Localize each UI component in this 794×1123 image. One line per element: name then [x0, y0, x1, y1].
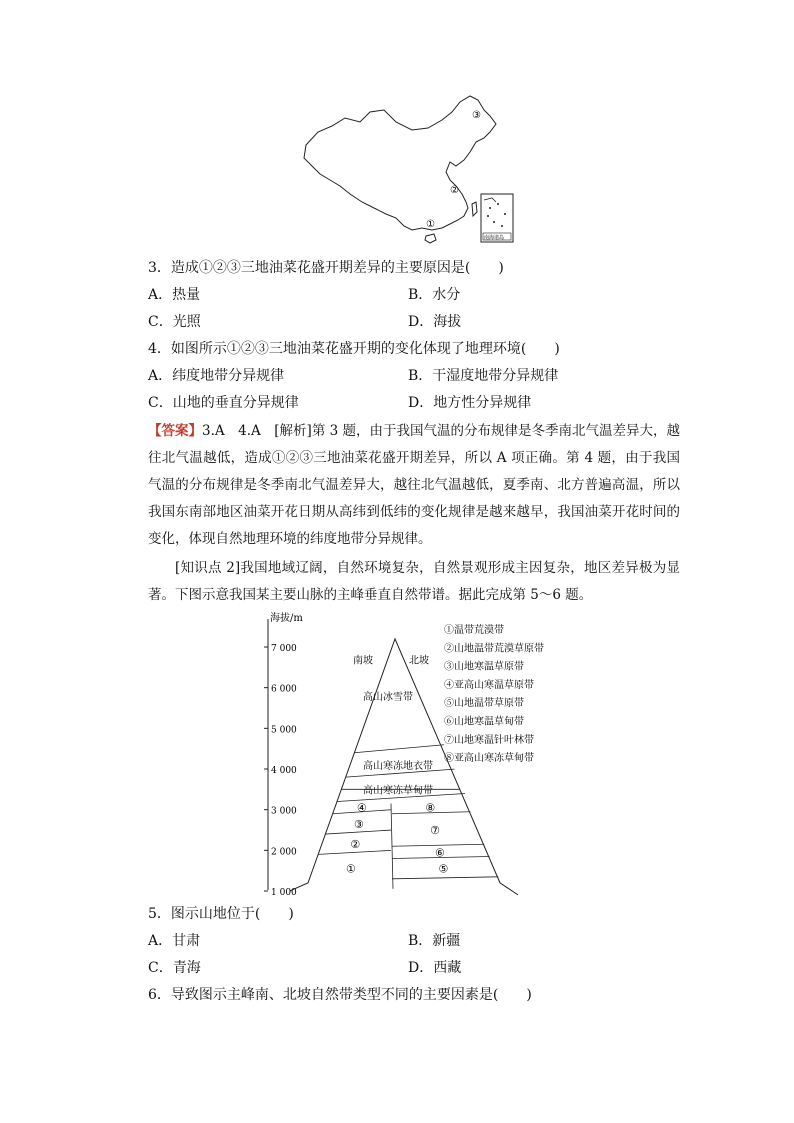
map-marker-1: ①: [426, 219, 435, 230]
legend-item: ④亚高山寒温草原带: [444, 679, 534, 691]
answer-paragraph: [148, 418, 680, 553]
answer-label: 【答案】: [148, 423, 203, 439]
south-china-sea-inset: [481, 194, 513, 242]
north-zone-label: ⑧: [425, 801, 436, 815]
q3-option-a: [148, 285, 200, 305]
option-letter: C．: [148, 960, 173, 976]
question-5-stem: 5．图示山地位于( ): [148, 906, 294, 922]
option-text: 山地的垂直分异规律: [172, 395, 299, 411]
south-zone-label: ①: [346, 862, 356, 876]
q4-option-a: [148, 366, 284, 386]
hainan-island: [425, 234, 436, 243]
north-slope-label: 北坡: [409, 655, 429, 667]
legend-item: ①温带荒漠带: [444, 625, 504, 636]
south-zone-label: 高山寒冻草甸带: [363, 785, 433, 797]
y-tick-label: 5 000: [271, 725, 297, 736]
legend-item: ⑦山地寒温针叶林带: [444, 734, 534, 746]
y-tick-label: 3 000: [271, 806, 297, 817]
south-zone-label: 高山冰雪带: [363, 691, 413, 703]
map-marker-2: ②: [450, 185, 459, 196]
china-outline: [304, 96, 496, 230]
legend-item: ②山地温带荒漠草原带: [444, 643, 544, 655]
option-text: 光照: [172, 314, 201, 330]
south-zone-label: ②: [350, 838, 361, 852]
china-map-figure: [300, 90, 520, 250]
y-tick-label: 4 000: [271, 766, 297, 776]
y-axis-label: 海拔/m: [270, 613, 303, 624]
option-text: 海拔: [433, 314, 462, 330]
option-letter: B．: [408, 368, 433, 384]
legend-item: ⑧亚高山寒冻草甸带: [444, 753, 534, 765]
vertical-zone-diagram: [250, 605, 570, 900]
q5-option-b: [408, 931, 460, 951]
option-letter: A．: [148, 287, 173, 303]
answer-text: 3.A 4.A [解析]第 3 题，由于我国气温的分布规律是冬季南北气温差异大，越往北气温越低，造成①②③三地油菜花盛开期差异，所以 A 项正确。第 4 题，由于我国气温的分布规律是冬季南北气温差异大，越往北气温越低，夏季南、北方普遍高温，所以我国东南部地区油菜开花日期从高纬到低纬的变化规律是越来越早，我国油菜开花时间的变化，体现自然地理环境的纬度地带分异规律。: [148, 423, 681, 547]
q4-option-d: [408, 393, 531, 413]
option-text: 水分: [432, 287, 461, 303]
y-tick-label: 7 000: [271, 644, 297, 654]
south-slope-label: 南坡: [353, 655, 373, 667]
option-text: 地方性分异规律: [433, 395, 532, 411]
option-letter: A．: [148, 933, 173, 949]
option-letter: A．: [148, 368, 173, 384]
option-letter: D．: [408, 960, 434, 976]
south-zone-label: ③: [354, 817, 364, 831]
option-text: 纬度地带分异规律: [172, 368, 285, 384]
north-zone-label: ⑦: [430, 824, 440, 837]
option-text: 西藏: [433, 960, 462, 976]
q5-option-a: [148, 931, 200, 951]
south-zone-label: 高山寒冻地衣带: [363, 760, 433, 772]
y-tick-label: 2 000: [271, 847, 297, 858]
option-text: 热量: [172, 287, 201, 303]
option-text: 青海: [172, 960, 201, 976]
taiwan-island: [472, 202, 477, 216]
legend-item: ⑥山地寒温草甸带: [444, 716, 524, 728]
option-letter: B．: [408, 287, 433, 303]
question-4-stem: 4．如图所示①②③三地油菜花盛开期的变化体现了地理环境( ): [148, 341, 560, 357]
north-zone-label: ⑤: [438, 862, 449, 876]
map-marker-3: ③: [472, 110, 481, 121]
q3-option-d: [408, 312, 461, 332]
y-tick-label: 1 000: [271, 888, 297, 898]
knowledge-paragraph: [知识点 2]我国地域辽阔，自然环境复杂，自然景观形成主因复杂，地区差异极为显著。下图示意我国某主要山脉的主峰垂直自然带谱。据此完成第 5～6 题。: [148, 560, 680, 603]
option-letter: C．: [148, 314, 173, 330]
option-letter: D．: [408, 395, 434, 411]
inset-label: 南海诸岛: [484, 235, 505, 241]
option-text: 甘肃: [172, 933, 201, 949]
south-zone-label: ④: [356, 801, 367, 815]
q4-option-c: [148, 393, 299, 413]
question-6-stem: 6．导致图示主峰南、北坡自然带类型不同的主要因素是( ): [148, 987, 532, 1003]
question-3-stem: 3．造成①②③三地油菜花盛开期差异的主要原因是( ): [148, 260, 504, 276]
north-zone-boundary: [392, 877, 498, 879]
north-zone-label: ⑥: [434, 846, 445, 860]
q3-option-c: [148, 312, 201, 332]
option-text: 干湿度地带分异规律: [432, 368, 559, 384]
south-zone-boundary: [354, 745, 444, 753]
q3-option-b: [408, 285, 460, 305]
option-letter: D．: [408, 314, 434, 330]
q4-option-b: [408, 366, 558, 386]
q5-option-d: [408, 958, 461, 978]
legend-item: ③山地寒温草原带: [444, 661, 524, 673]
option-letter: B．: [408, 933, 433, 949]
y-tick-label: 6 000: [271, 684, 297, 695]
option-letter: C．: [148, 395, 173, 411]
legend-item: ⑤山地温带草原带: [444, 698, 524, 710]
option-text: 新疆: [432, 933, 461, 949]
q5-option-c: [148, 958, 201, 978]
